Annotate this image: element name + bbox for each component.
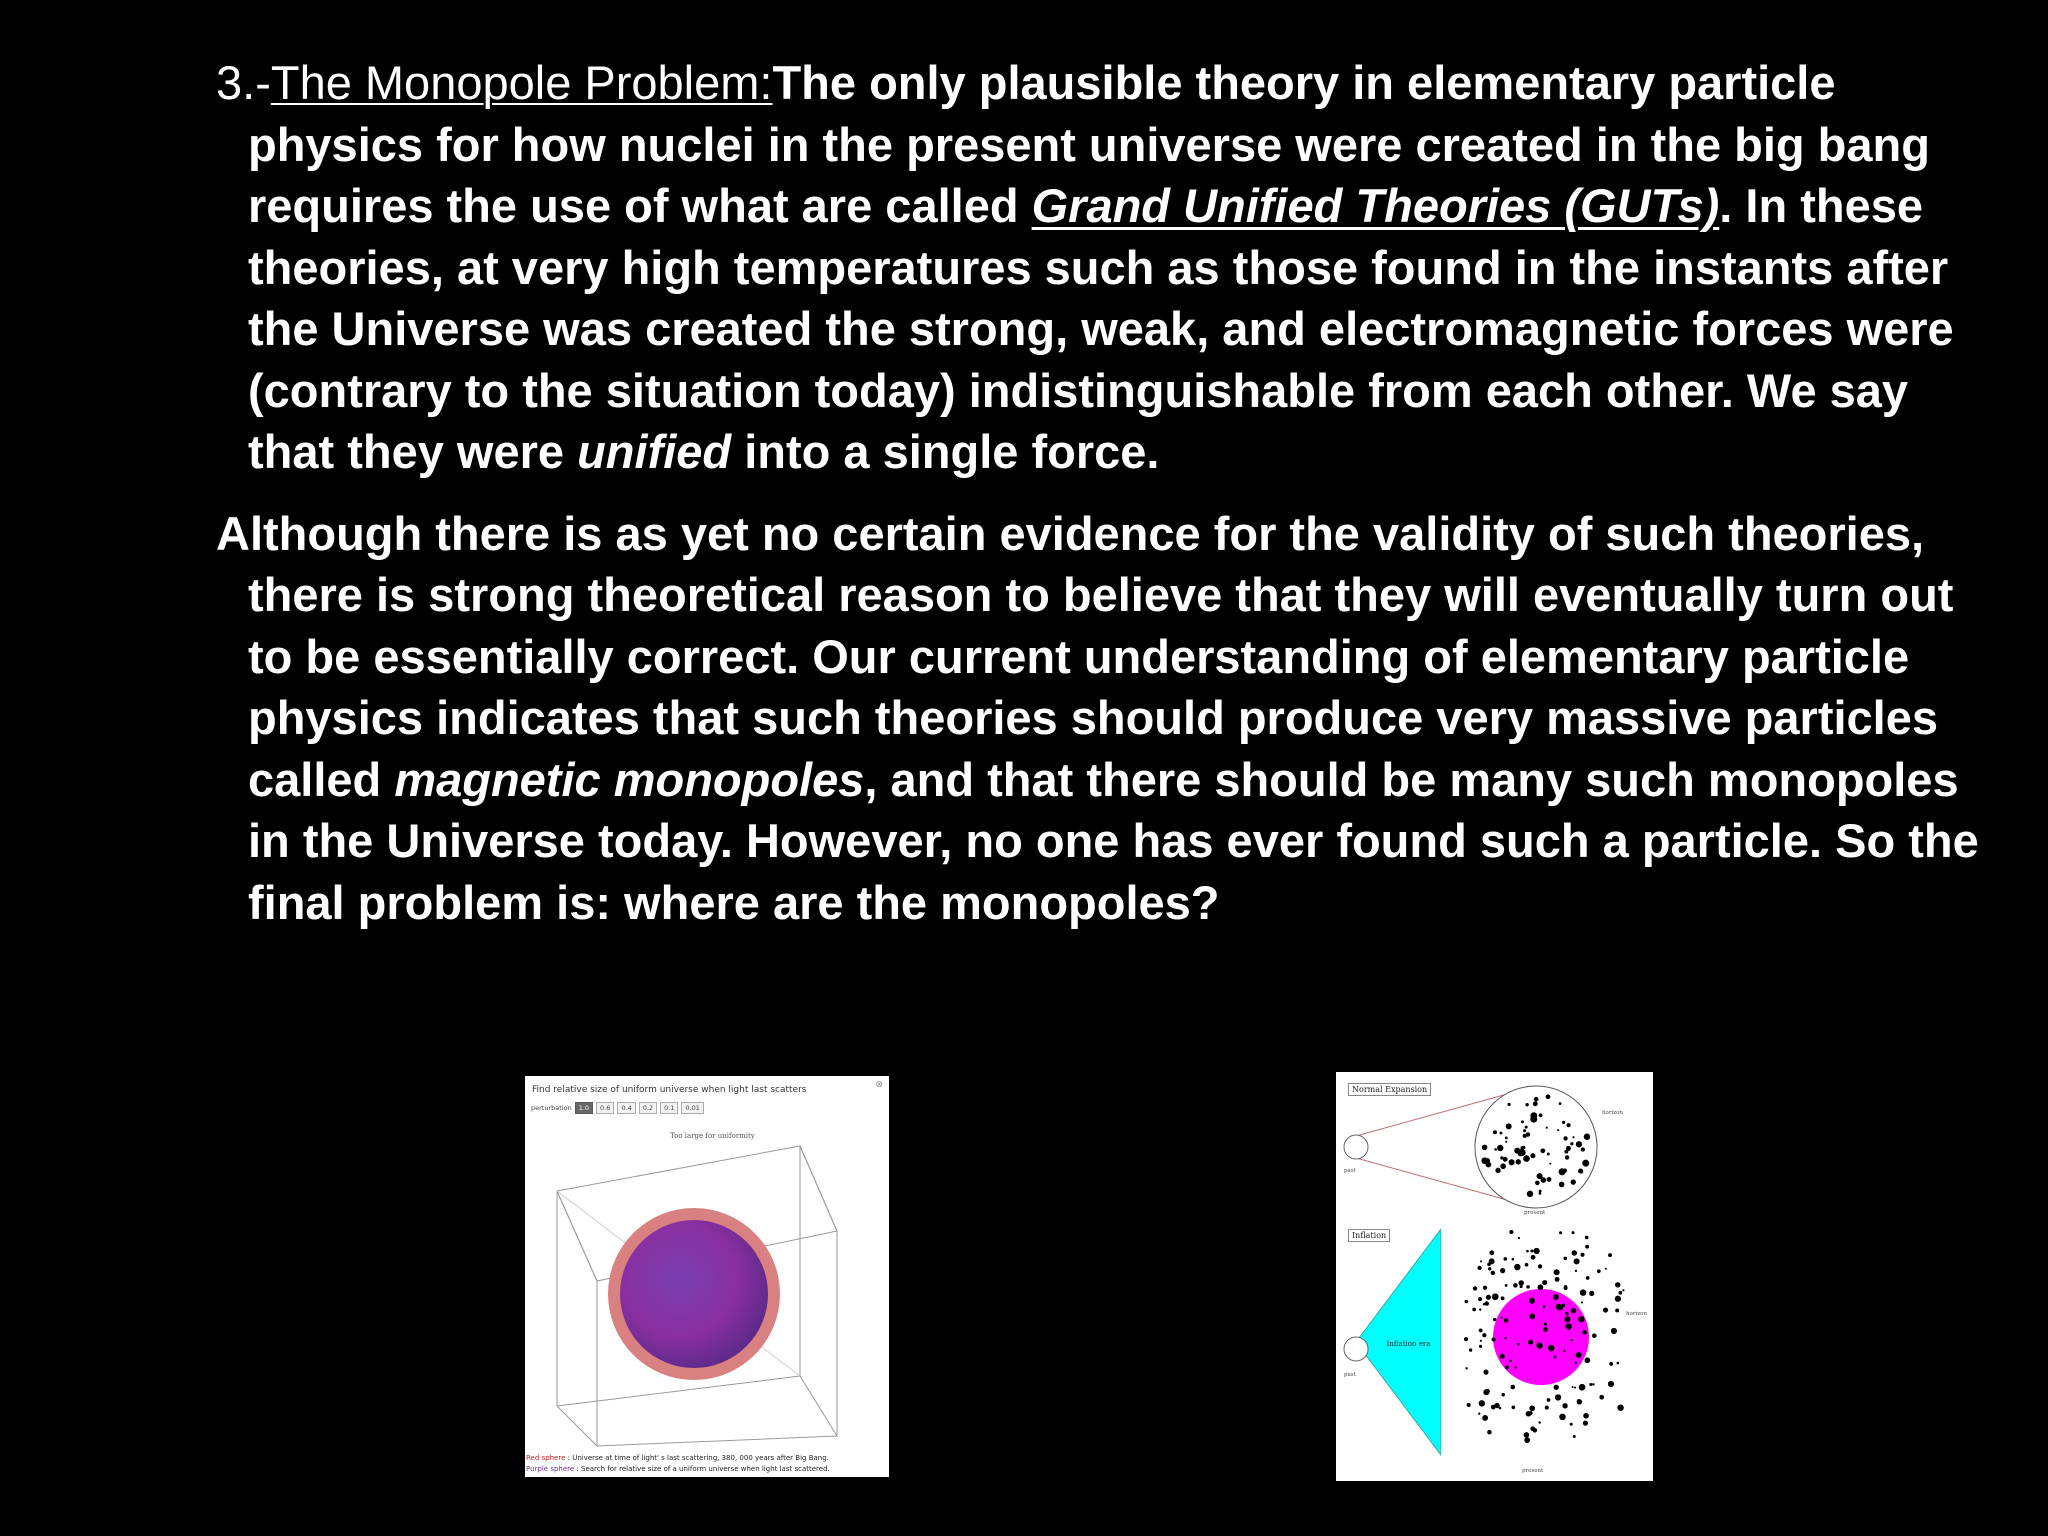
monopole-dot	[1547, 1177, 1552, 1182]
monopole-dot	[1581, 1147, 1585, 1151]
monopole-dot	[1505, 1365, 1509, 1369]
monopole-dot	[1574, 1258, 1580, 1264]
monopole-dot	[1479, 1400, 1485, 1406]
monopole-dot	[1570, 1423, 1573, 1426]
close-icon[interactable]: ⊗	[875, 1079, 883, 1089]
monopole-dot	[1514, 1264, 1520, 1270]
monopole-dot	[1483, 1286, 1487, 1290]
monopole-dot	[1482, 1145, 1488, 1151]
monopole-dot	[1523, 1155, 1530, 1162]
figure-uniform-universe	[525, 1076, 889, 1477]
monopole-dot	[1572, 1231, 1575, 1234]
monopole-dot	[1565, 1323, 1571, 1329]
item-number: 3.-	[216, 56, 271, 109]
option-button[interactable]: 0.6	[596, 1102, 614, 1114]
caption-red-label: Red sphere	[526, 1454, 566, 1462]
monopole-dot	[1538, 1421, 1541, 1424]
monopole-dot	[1477, 1266, 1481, 1270]
monopole-dot	[1465, 1300, 1469, 1304]
monopole-dot	[1503, 1157, 1508, 1162]
monopole-dot	[1532, 1428, 1537, 1433]
monopole-dot	[1554, 1355, 1557, 1358]
monopole-dot	[1524, 1432, 1530, 1438]
option-button[interactable]: 0.1	[660, 1102, 678, 1114]
monopole-dot	[1546, 1127, 1548, 1129]
monopole-dot	[1575, 1362, 1577, 1364]
monopole-dot	[1505, 1137, 1508, 1140]
caption-red	[526, 1454, 829, 1462]
slide-body	[216, 52, 2006, 933]
monopole-dot	[1599, 1395, 1604, 1400]
monopole-dot	[1574, 1387, 1576, 1389]
monopole-dot	[1597, 1269, 1601, 1273]
paragraph-text: Although there is as yet no certain evidence for the validity of such theories, there is strong theoretical reason to believe that they will eventually turn out to be essentially correct. Our current understanding of elementary particle physics indicates that such theories should produce very massive particles called	[216, 506, 1954, 806]
monopole-dot	[1615, 1296, 1621, 1302]
monopole-dot	[1544, 1323, 1547, 1326]
monopole-dot	[1534, 1097, 1539, 1102]
inflation-era-label: Inflation era	[1386, 1340, 1431, 1348]
monopole-dot	[1563, 1257, 1566, 1260]
monopole-dot	[1519, 1149, 1526, 1156]
expansion-diagram	[1336, 1072, 1653, 1481]
monopole-dot	[1533, 1101, 1538, 1106]
paragraph-evidence	[216, 503, 2006, 934]
monopole-dot	[1523, 1134, 1527, 1138]
monopole-dot	[1578, 1143, 1581, 1146]
monopole-dot	[1516, 1159, 1521, 1164]
monopole-dot	[1529, 1313, 1535, 1319]
monopole-dot	[1529, 1298, 1535, 1304]
horizon-label: horizon	[1602, 1110, 1623, 1116]
monopole-dot	[1473, 1286, 1477, 1290]
too-large-label: Too large for uniformity	[670, 1132, 755, 1140]
monopole-dot	[1501, 1317, 1503, 1319]
monopole-dot	[1505, 1284, 1508, 1287]
monopole-dot	[1564, 1286, 1568, 1290]
monopole-dot	[1526, 1250, 1529, 1253]
monopole-dot	[1546, 1094, 1551, 1099]
monopole-dot	[1619, 1291, 1623, 1295]
monopole-dot	[1502, 1393, 1505, 1396]
monopole-dot	[1488, 1267, 1491, 1270]
caption-red-text: : Universe at time of light' s last scattering, 380, 000 years after Big Bang.	[565, 1454, 829, 1462]
monopole-dot	[1538, 1264, 1542, 1268]
monopole-dot	[1580, 1289, 1586, 1295]
monopole-dot	[1605, 1268, 1607, 1270]
monopole-dot	[1485, 1389, 1490, 1394]
past-label: past	[1344, 1168, 1356, 1174]
monopole-dot	[1556, 1304, 1562, 1310]
paragraph-monopole-problem	[216, 52, 2006, 483]
monopole-dot	[1487, 1430, 1492, 1435]
monopole-dot	[1512, 1406, 1516, 1410]
monopole-dot	[1559, 1102, 1562, 1105]
monopole-dot	[1611, 1328, 1617, 1334]
present-label: present	[1524, 1210, 1546, 1216]
paragraph-text: , and that there should be many such monopoles in the Universe today. However, no one has ever found such a particle. So the final problem is: where are the monopoles?	[248, 752, 1979, 929]
monopole-dot	[1557, 1129, 1559, 1131]
monopole-dot	[1571, 1308, 1577, 1314]
option-button[interactable]: 0.4	[617, 1102, 635, 1114]
monopole-dot	[1622, 1289, 1624, 1291]
monopole-dot	[1505, 1337, 1507, 1339]
monopole-dot	[1580, 1170, 1583, 1173]
monopole-dot	[1497, 1145, 1503, 1151]
monopole-dot	[1585, 1357, 1591, 1363]
monopole-dot	[1492, 1338, 1496, 1342]
inflation-label: Inflation	[1348, 1229, 1390, 1242]
monopole-dot	[1524, 1437, 1530, 1443]
monopole-dot	[1562, 1121, 1565, 1124]
monopole-dot	[1583, 1413, 1589, 1419]
monopole-dot	[1589, 1291, 1594, 1296]
monopole-dot	[1562, 1403, 1567, 1408]
monopole-dot	[1480, 1340, 1482, 1342]
monopole-dot	[1518, 1237, 1520, 1239]
monopole-dot	[1592, 1333, 1597, 1338]
figure-title: Find relative size of uniform universe when light last scatters	[532, 1085, 807, 1095]
monopole-dot	[1554, 1269, 1560, 1275]
monopole-dot	[1571, 1179, 1576, 1184]
monopole-dot	[1500, 1268, 1505, 1273]
monopole-dot	[1493, 1318, 1496, 1321]
monopole-dot	[1478, 1413, 1480, 1415]
monopole-dot	[1537, 1173, 1543, 1179]
monopole-dot	[1549, 1163, 1551, 1165]
monopole-dot	[1530, 1249, 1533, 1252]
monopole-dot	[1479, 1329, 1483, 1333]
monopole-dot	[1472, 1308, 1476, 1312]
monopole-dot	[1539, 1113, 1543, 1117]
monopole-dot	[1513, 1283, 1518, 1288]
monopole-dot	[1489, 1250, 1494, 1255]
monopole-dot	[1582, 1160, 1589, 1167]
monopole-dot	[1555, 1277, 1560, 1282]
monopole-dot	[1504, 1318, 1508, 1322]
monopole-dot	[1608, 1253, 1612, 1257]
monopole-dot	[1589, 1383, 1592, 1386]
monopole-dot	[1491, 1271, 1495, 1275]
monopole-dot	[1575, 1270, 1577, 1272]
monopole-dot	[1576, 1352, 1582, 1358]
monopole-dot	[1563, 1350, 1565, 1352]
monopole-dot	[1531, 1255, 1536, 1260]
monopole-dot	[1578, 1316, 1584, 1322]
monopole-dot	[1485, 1301, 1489, 1305]
horizon-label-inflation: horizon	[1626, 1311, 1647, 1317]
monopole-dot	[1573, 1435, 1576, 1438]
option-button[interactable]: 0.01	[681, 1102, 703, 1114]
monopole-dot	[1545, 1406, 1549, 1410]
monopole-dot	[1479, 1308, 1481, 1310]
option-button[interactable]: 1.0	[575, 1102, 593, 1114]
monopole-dot	[1592, 1383, 1594, 1385]
monopole-dot	[1465, 1367, 1467, 1369]
monopole-dot	[1492, 1293, 1499, 1300]
monopole-dot	[1530, 1112, 1537, 1119]
monopole-dot	[1509, 1359, 1512, 1362]
monopole-dot	[1539, 1190, 1542, 1193]
monopole-dot	[1577, 1399, 1583, 1405]
monopole-dot	[1563, 1136, 1567, 1140]
monopole-dot	[1572, 1250, 1578, 1256]
monopole-dot	[1528, 1340, 1533, 1345]
monopole-dot	[1540, 1148, 1545, 1153]
monopole-dot	[1525, 1126, 1528, 1129]
monopole-dot	[1539, 1192, 1542, 1195]
monopole-dot	[1503, 1257, 1507, 1261]
monopole-dot	[1500, 1163, 1506, 1169]
monopole-dot	[1525, 1103, 1528, 1106]
monopole-dot	[1499, 1407, 1502, 1410]
monopole-dot	[1615, 1282, 1620, 1287]
monopole-dot	[1536, 1343, 1542, 1349]
monopole-dot	[1480, 1260, 1482, 1262]
monopole-dot	[1521, 1120, 1524, 1123]
figure-expansion-vs-inflation	[1336, 1072, 1653, 1481]
monopole-dot	[1508, 1103, 1511, 1106]
past-circle	[1344, 1135, 1368, 1159]
monopole-dot	[1509, 1159, 1515, 1165]
gut-term: Grand Unified Theories (GUTs)	[1031, 179, 1720, 232]
monopole-dot	[1571, 1339, 1573, 1341]
monopole-dot	[1565, 1155, 1569, 1159]
monopole-dot	[1505, 1141, 1507, 1143]
monopole-dot	[1500, 1132, 1503, 1135]
monopole-dot	[1570, 1142, 1573, 1145]
monopole-dot	[1582, 1330, 1587, 1335]
monopole-dot	[1478, 1297, 1482, 1301]
monopole-dot	[1530, 1153, 1535, 1158]
monopole-dot	[1501, 1296, 1505, 1300]
monopole-dot	[1608, 1381, 1614, 1387]
normal-expansion-label: Normal Expansion	[1348, 1083, 1431, 1096]
past-label-inflation: past	[1344, 1372, 1356, 1378]
monopole-dot	[1526, 1285, 1529, 1288]
monopole-dot	[1563, 1169, 1567, 1173]
monopole-dot	[1486, 1162, 1492, 1168]
option-button[interactable]: 0.2	[639, 1102, 657, 1114]
monopole-dot	[1495, 1168, 1500, 1173]
monopole-dot	[1494, 1148, 1497, 1151]
monopole-dot	[1469, 1348, 1472, 1351]
monopole-dot	[1529, 1411, 1533, 1415]
monopole-dot	[1482, 1415, 1488, 1421]
monopole-dot	[1559, 1182, 1565, 1188]
monopole-dot	[1529, 1406, 1535, 1412]
paragraph-text: The only plausible theory in elementary particle physics for how nuclei in the present universe were created in the big bang requires the use of what are called	[248, 56, 1930, 232]
monopole-dot	[1615, 1308, 1619, 1312]
monopole-dot	[1559, 1414, 1566, 1421]
caption-purple-label: Purple sphere	[526, 1465, 575, 1473]
purple-sphere	[620, 1220, 768, 1368]
paragraph-text: into a single force.	[731, 425, 1160, 478]
monopole-dot	[1581, 1301, 1583, 1303]
caption-purple	[526, 1465, 830, 1473]
monopole-dot	[1523, 1129, 1526, 1132]
monopole-dot	[1579, 1384, 1586, 1391]
emphasis-magnetic-monopoles: magnetic monopoles	[394, 752, 865, 806]
monopole-dot	[1479, 1345, 1482, 1348]
observable-universe-circle	[1493, 1289, 1589, 1385]
monopole-dot	[1571, 1386, 1573, 1388]
monopole-dot	[1555, 1394, 1561, 1400]
monopole-dot	[1509, 1230, 1513, 1234]
monopole-dot	[1510, 1385, 1515, 1390]
monopole-dot	[1584, 1133, 1590, 1139]
monopole-dot	[1520, 1285, 1523, 1288]
section-heading: The Monopole Problem:	[270, 56, 773, 109]
monopole-dot	[1525, 1263, 1529, 1267]
monopole-dot	[1506, 1123, 1512, 1129]
present-label-inflation: present	[1522, 1468, 1544, 1474]
perturbation-selector	[531, 1102, 704, 1114]
monopole-dot	[1486, 1295, 1491, 1300]
monopole-dot	[1464, 1337, 1468, 1341]
monopole-dot	[1616, 1362, 1619, 1365]
monopole-dot	[1580, 1253, 1584, 1257]
monopole-dot	[1603, 1307, 1608, 1312]
paragraph-text: . In these theories, at very high temperatures such as those found in the instants after the Universe was created the strong, weak, and electromagnetic forces were (contrary to the situation today) indistinguishable from each other. We say that they were	[248, 179, 1954, 478]
monopole-dot	[1535, 1181, 1540, 1186]
inflation-past-circle	[1344, 1337, 1368, 1361]
monopole-dot	[1517, 1343, 1519, 1345]
monopole-dot	[1559, 1231, 1562, 1234]
monopole-dot	[1527, 1191, 1533, 1197]
monopole-dot	[1538, 1284, 1544, 1290]
emphasis-unified: unified	[577, 425, 732, 478]
caption-purple-text: : Search for relative size of a uniform universe when light last scattered.	[574, 1465, 830, 1473]
monopole-dot	[1554, 1385, 1559, 1390]
monopole-dot	[1482, 1333, 1486, 1337]
monopole-dot	[1500, 1354, 1505, 1359]
monopole-dot	[1586, 1276, 1590, 1280]
monopole-dot	[1548, 1345, 1555, 1352]
monopole-dot	[1564, 1316, 1570, 1322]
monopole-dot	[1514, 1366, 1516, 1368]
monopole-dot	[1518, 1280, 1524, 1286]
monopole-dot	[1542, 1280, 1547, 1285]
monopole-dot	[1566, 1146, 1571, 1151]
monopole-dot	[1585, 1245, 1589, 1249]
monopole-dot	[1572, 1136, 1574, 1138]
monopole-dot	[1547, 1398, 1551, 1402]
monopole-dot	[1585, 1236, 1589, 1240]
monopole-dot	[1489, 1258, 1495, 1264]
monopole-dot	[1533, 1248, 1539, 1254]
perturbation-label: perturbation	[531, 1104, 572, 1112]
monopole-dot	[1512, 1258, 1515, 1261]
monopole-dot	[1467, 1403, 1471, 1407]
monopole-dot	[1583, 1421, 1588, 1426]
monopole-dot	[1543, 1327, 1548, 1332]
monopole-dot	[1483, 1370, 1488, 1375]
monopole-dot	[1556, 1295, 1559, 1298]
monopole-dot	[1617, 1404, 1623, 1410]
monopole-dot	[1609, 1362, 1613, 1366]
monopole-dot	[1543, 1306, 1546, 1309]
monopole-dot	[1567, 1123, 1571, 1127]
monopole-dot	[1565, 1312, 1568, 1315]
monopole-dot	[1493, 1130, 1497, 1134]
monopole-dot	[1547, 1153, 1550, 1156]
